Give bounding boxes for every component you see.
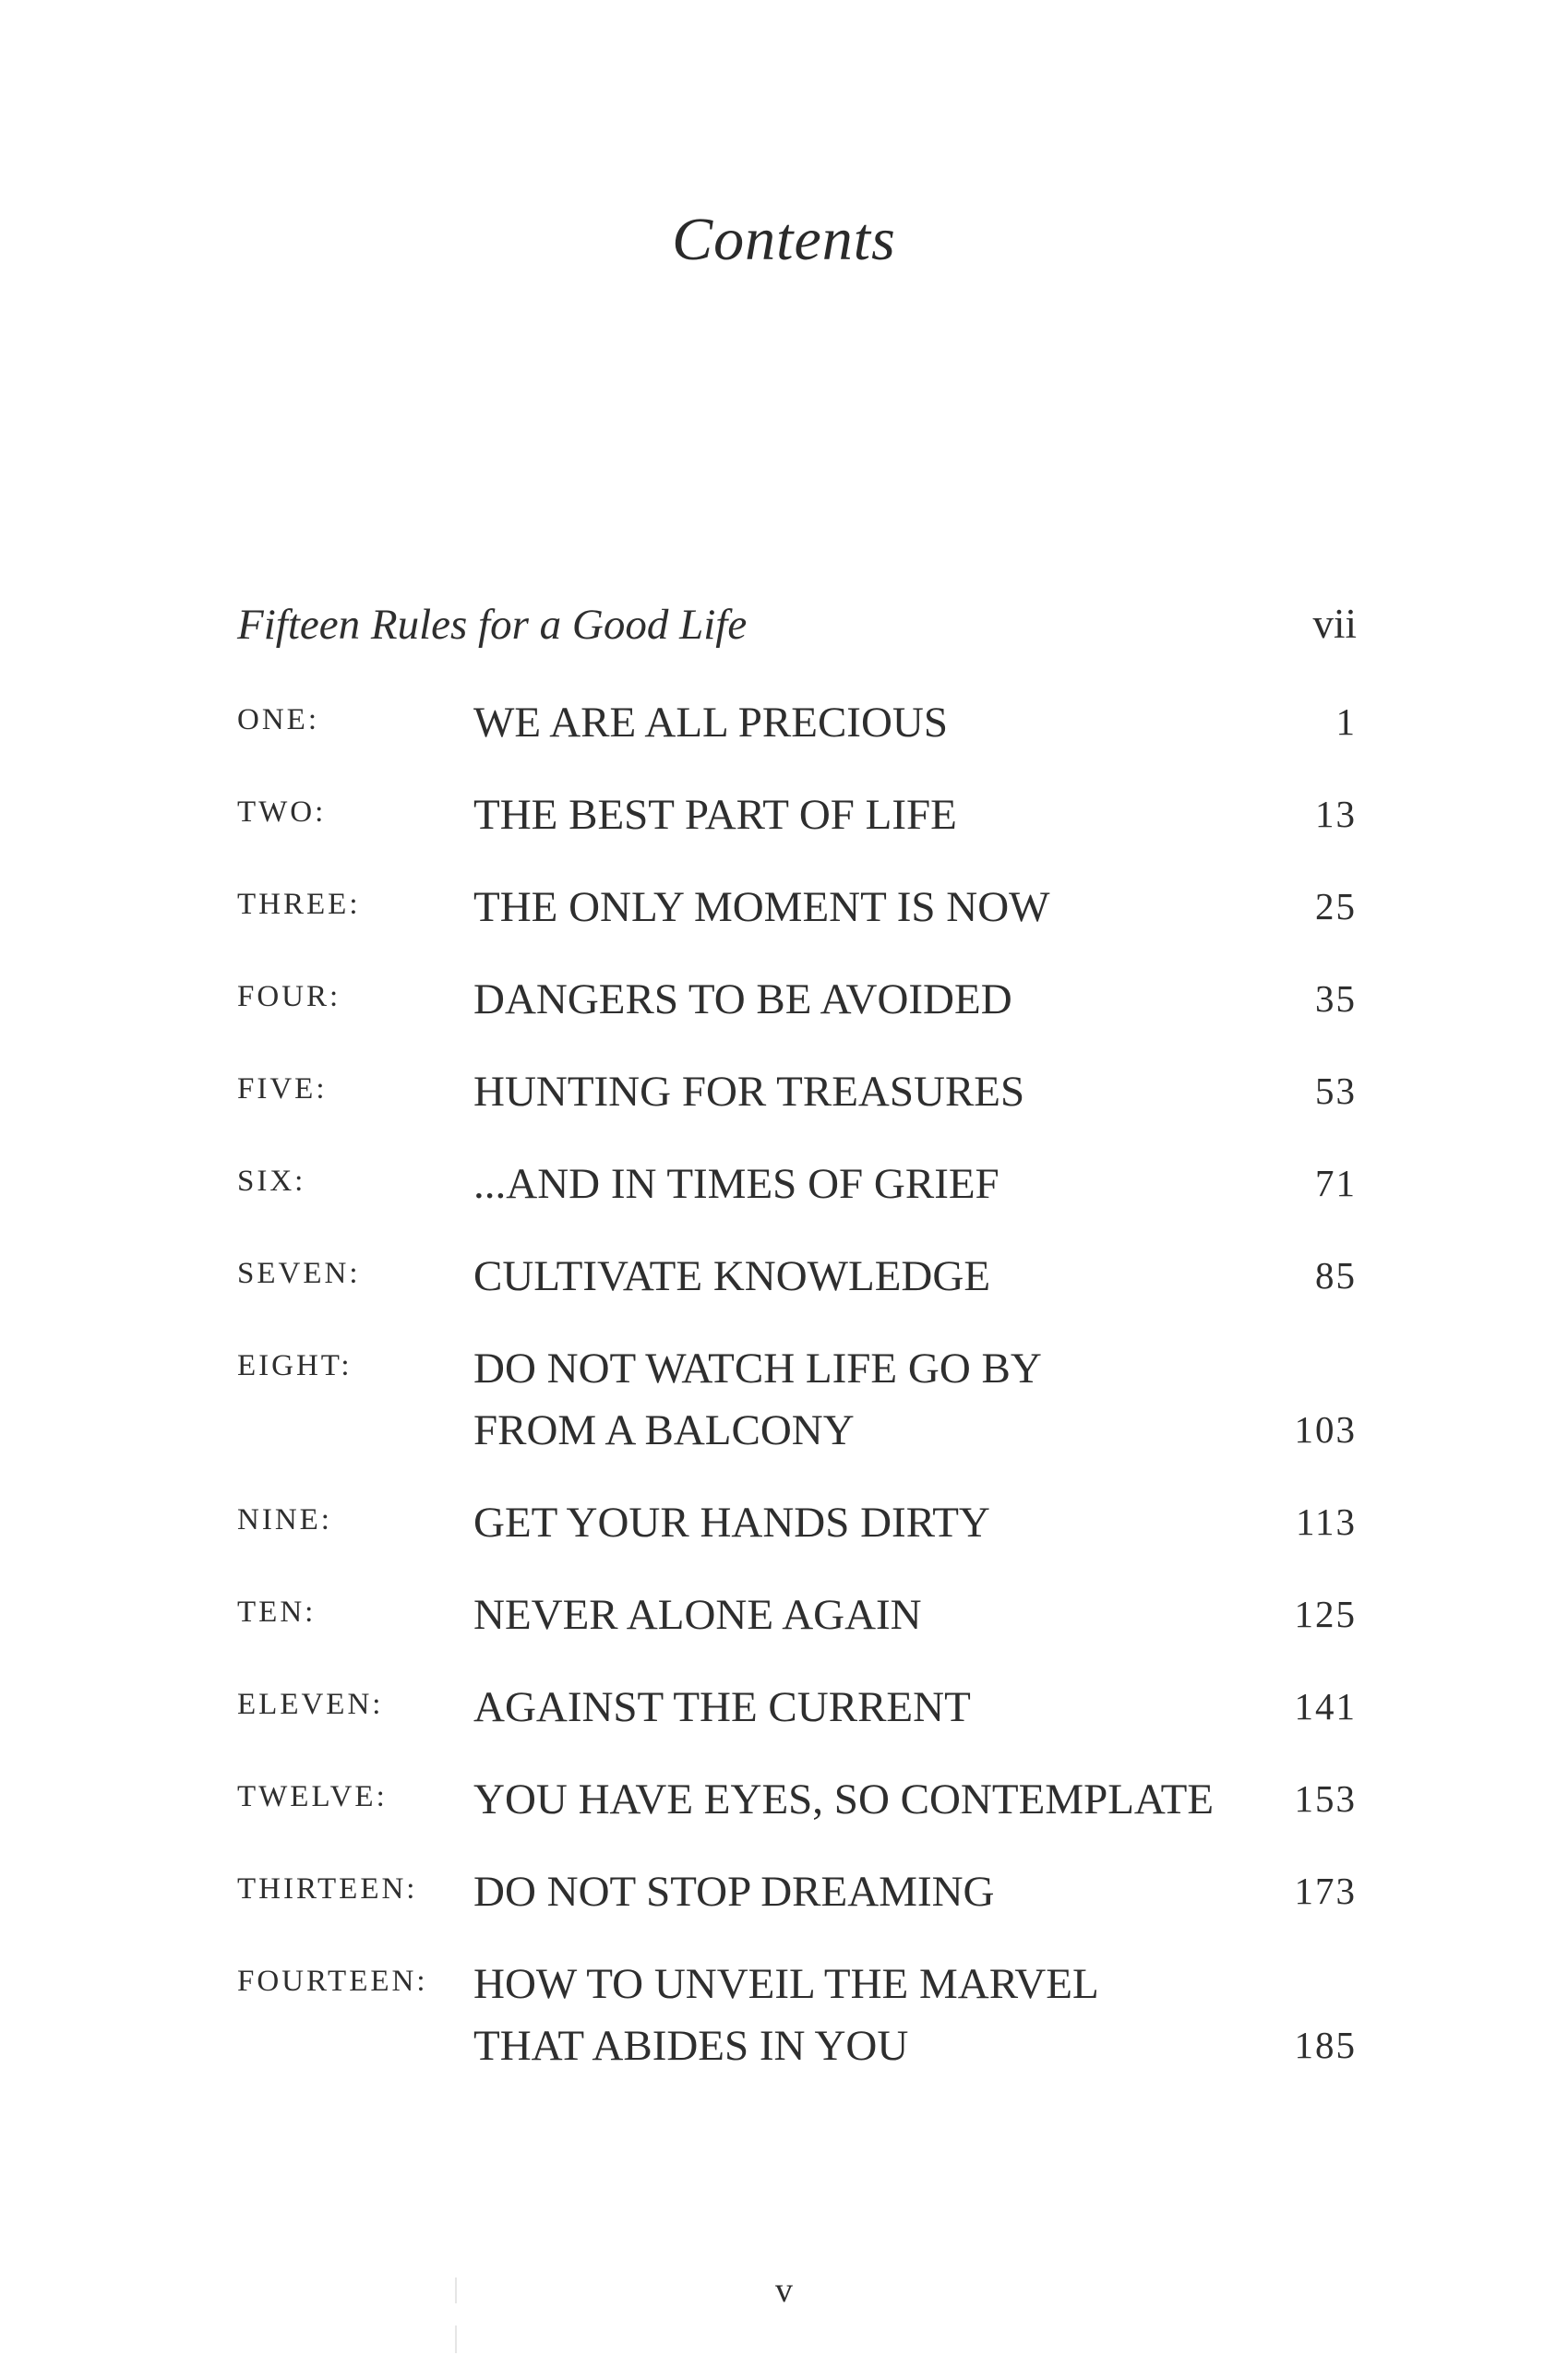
chapter-number: FOURTEEN: bbox=[237, 1965, 428, 1998]
chapter-number: ONE: bbox=[237, 703, 319, 736]
chapter-page-number: 141 bbox=[1294, 1685, 1357, 1727]
chapter-title: AGAINST THE CURRENT bbox=[473, 1683, 971, 1731]
page-title: Contents bbox=[672, 206, 896, 273]
intro-page-number: vii bbox=[1312, 601, 1357, 647]
chapter-page-number: 71 bbox=[1315, 1162, 1357, 1204]
chapter-title: WE ARE ALL PRECIOUS bbox=[473, 699, 948, 747]
chapter-number: ELEVEN: bbox=[237, 1688, 384, 1721]
chapter-number: THIRTEEN: bbox=[237, 1872, 418, 1906]
chapter-page-number: 53 bbox=[1315, 1070, 1357, 1112]
chapter-title: DANGERS TO BE AVOIDED bbox=[473, 975, 1012, 1023]
chapter-page-number: 103 bbox=[1294, 1408, 1357, 1451]
scan-artifact bbox=[455, 2325, 457, 2353]
chapter-title: HOW TO UNVEIL THE MARVEL THAT ABIDES IN YOU bbox=[473, 1960, 1099, 2070]
chapter-title: YOU HAVE EYES, SO CONTEMPLATE bbox=[473, 1775, 1215, 1823]
chapter-number: SIX: bbox=[237, 1165, 306, 1198]
chapter-number: TWELVE: bbox=[237, 1780, 388, 1813]
intro-title: Fifteen Rules for a Good Life bbox=[237, 601, 748, 649]
chapter-title: CULTIVATE KNOWLEDGE bbox=[473, 1252, 991, 1300]
chapter-title: ...AND IN TIMES OF GRIEF bbox=[473, 1160, 999, 1208]
chapter-number: EIGHT: bbox=[237, 1349, 353, 1382]
chapter-page-number: 125 bbox=[1294, 1593, 1357, 1635]
chapter-number: THREE: bbox=[237, 888, 361, 921]
chapter-number: TWO: bbox=[237, 795, 327, 829]
chapter-page-number: 153 bbox=[1294, 1777, 1357, 1820]
chapter-page-number: 35 bbox=[1315, 977, 1357, 1020]
chapter-page-number: 25 bbox=[1315, 885, 1357, 927]
toc-intro-entry[interactable] bbox=[237, 600, 1357, 655]
chapter-number: TEN: bbox=[237, 1596, 317, 1629]
chapter-title: DO NOT STOP DREAMING bbox=[473, 1868, 995, 1916]
chapter-title: DO NOT WATCH LIFE GO BY FROM A BALCONY bbox=[473, 1345, 1042, 1454]
chapter-number: SEVEN: bbox=[237, 1257, 361, 1290]
chapter-title: THE ONLY MOMENT IS NOW bbox=[473, 883, 1050, 931]
chapter-title: HUNTING FOR TREASURES bbox=[473, 1068, 1025, 1116]
chapter-page-number: 173 bbox=[1294, 1870, 1357, 1912]
chapter-number: FIVE: bbox=[237, 1072, 328, 1106]
chapter-page-number: 185 bbox=[1294, 2024, 1357, 2066]
chapter-title: THE BEST PART OF LIFE bbox=[473, 791, 957, 839]
chapter-number: NINE: bbox=[237, 1503, 332, 1536]
chapter-title: NEVER ALONE AGAIN bbox=[473, 1591, 922, 1639]
scan-artifact bbox=[455, 2277, 457, 2303]
chapter-number: FOUR: bbox=[237, 980, 341, 1013]
chapter-title: GET YOUR HANDS DIRTY bbox=[473, 1499, 990, 1547]
chapter-page-number: 1 bbox=[1335, 700, 1357, 743]
folio-page-number: v bbox=[775, 2271, 793, 2310]
chapter-page-number: 13 bbox=[1315, 793, 1357, 835]
chapter-page-number: 85 bbox=[1315, 1254, 1357, 1297]
chapter-page-number: 113 bbox=[1296, 1500, 1357, 1543]
